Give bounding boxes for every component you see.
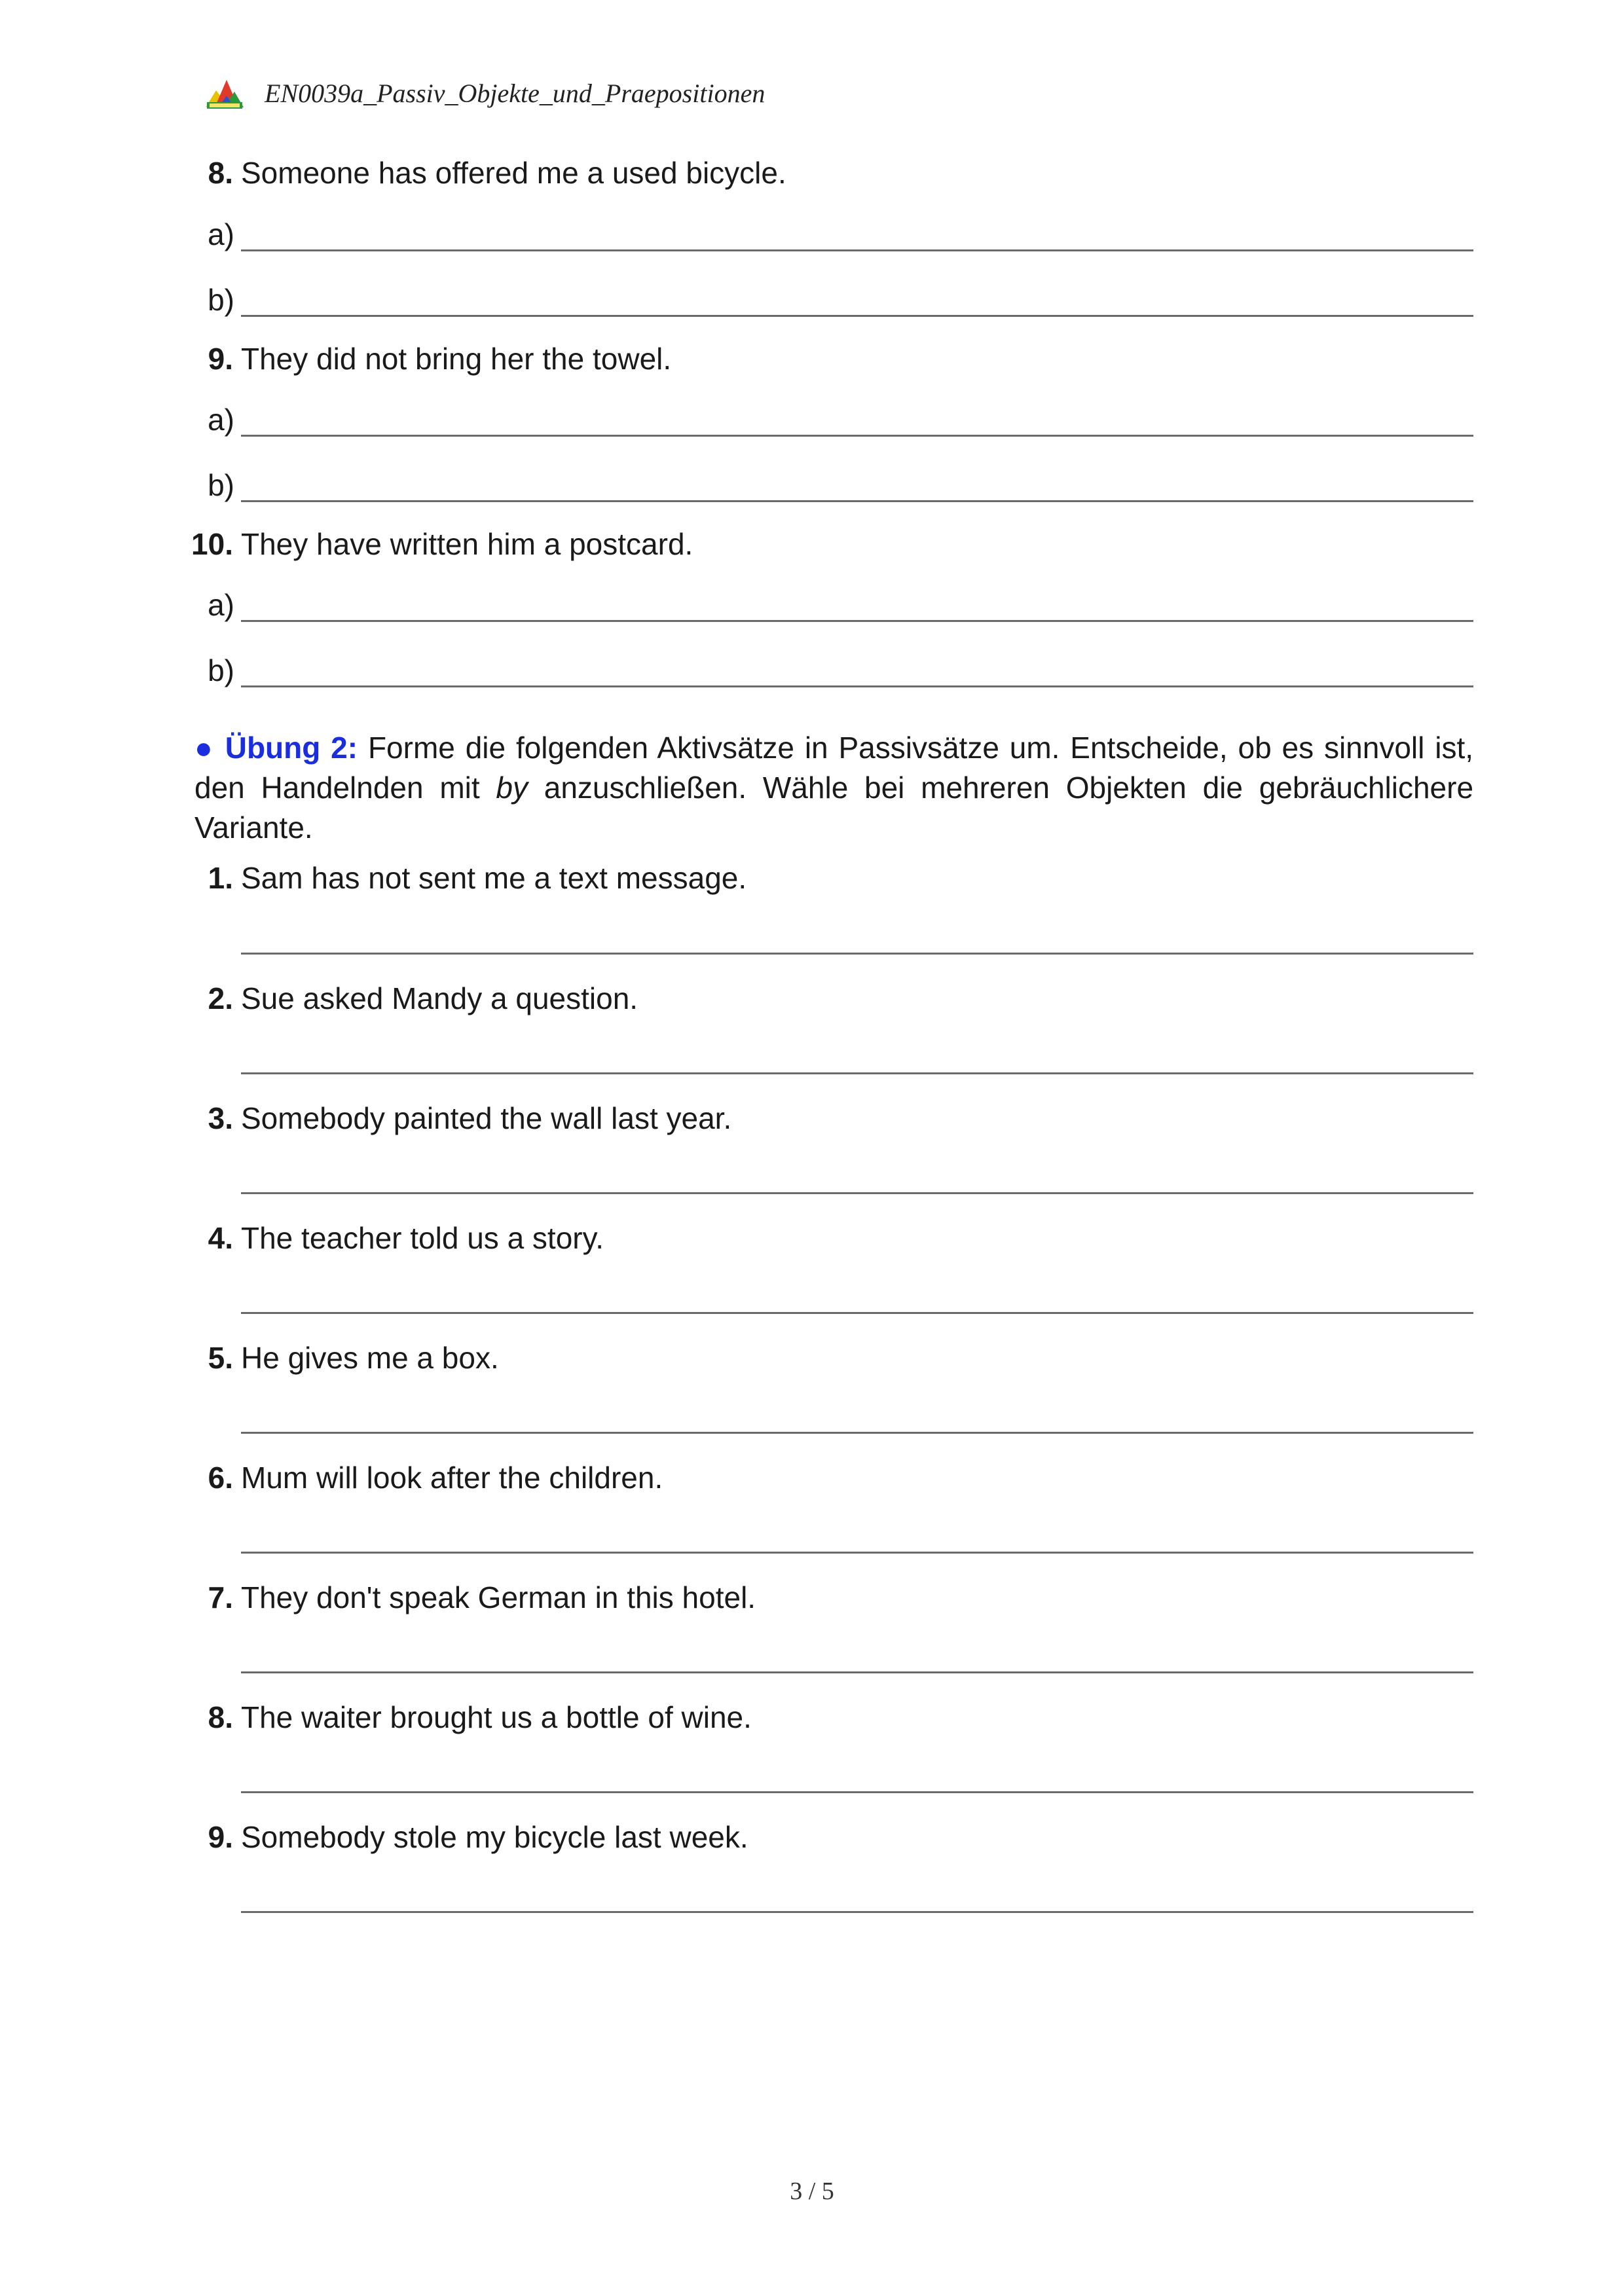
exercise-sentence: The teacher told us a story. — [241, 1221, 604, 1255]
exercise-sentence: They don't speak German in this hotel. — [241, 1580, 756, 1614]
bullet-icon: ● — [194, 731, 215, 765]
item-number: 4. — [208, 1221, 233, 1255]
answer-line[interactable] — [241, 1072, 1473, 1074]
exercise-sentence: Somebody stole my bicycle last week. — [241, 1820, 748, 1854]
answer-label-a: a) — [208, 403, 234, 437]
answer-line[interactable] — [241, 1911, 1473, 1913]
item-number: 6. — [208, 1461, 233, 1495]
answer-line[interactable] — [241, 1791, 1473, 1793]
instruction-text: Forme die folgenden Aktivsätze in Passivsätze um. Entscheide, ob es sinnvoll ist, den Handelnden mit — [194, 731, 1474, 805]
answer-line[interactable] — [241, 1312, 1473, 1314]
item-number: 1. — [208, 861, 233, 895]
answer-line[interactable] — [241, 1432, 1473, 1434]
colorful-mountain-logo-icon — [204, 76, 245, 110]
exercise2-instructions — [194, 728, 1473, 848]
item-number: 9. — [208, 1820, 233, 1854]
item-number: 10. — [191, 527, 233, 561]
answer-line[interactable] — [241, 620, 1473, 622]
exercise-sentence: The waiter brought us a bottle of wine. — [241, 1700, 752, 1734]
exercise-sentence: Sam has not sent me a text message. — [241, 861, 747, 895]
exercise-sentence: Mum will look after the children. — [241, 1461, 663, 1495]
page-number: 3 / 5 — [790, 2178, 834, 2205]
item-number: 7. — [208, 1580, 233, 1614]
item-number: 2. — [208, 981, 233, 1015]
answer-line[interactable] — [241, 685, 1473, 687]
exercise-sentence: Someone has offered me a used bicycle. — [241, 156, 786, 190]
answer-line[interactable] — [241, 435, 1473, 437]
item-number: 8. — [208, 156, 233, 190]
instruction-emphasis: by — [496, 771, 528, 805]
item-number: 5. — [208, 1341, 233, 1375]
answer-line[interactable] — [241, 500, 1473, 502]
exercise-sentence: They did not bring her the towel. — [241, 342, 672, 376]
item-number: 8. — [208, 1700, 233, 1734]
answer-line[interactable] — [241, 953, 1473, 955]
answer-line[interactable] — [241, 249, 1473, 251]
instruction-text: anzuschließen. Wähle bei mehreren Objekten die gebräuchlichere Variante. — [194, 771, 1474, 845]
document-title: EN0039a_Passiv_Objekte_und_Praepositionen — [265, 78, 766, 108]
answer-line[interactable] — [241, 1552, 1473, 1554]
answer-line[interactable] — [241, 1192, 1473, 1194]
exercise-sentence: Somebody painted the wall last year. — [241, 1101, 732, 1135]
exercise-sentence: They have written him a postcard. — [241, 527, 693, 561]
item-number: 9. — [208, 342, 233, 376]
item-number: 3. — [208, 1101, 233, 1135]
page-header — [204, 73, 765, 113]
exercise-sentence: Sue asked Mandy a question. — [241, 981, 638, 1015]
answer-label-a: a) — [208, 588, 234, 622]
answer-line[interactable] — [241, 315, 1473, 317]
answer-line[interactable] — [241, 1671, 1473, 1673]
answer-label-b: b) — [208, 283, 234, 317]
answer-label-a: a) — [208, 217, 234, 251]
answer-label-b: b) — [208, 468, 234, 502]
exercise-sentence: He gives me a box. — [241, 1341, 499, 1375]
answer-label-b: b) — [208, 653, 234, 687]
exercise2-heading: Übung 2: — [225, 731, 358, 765]
